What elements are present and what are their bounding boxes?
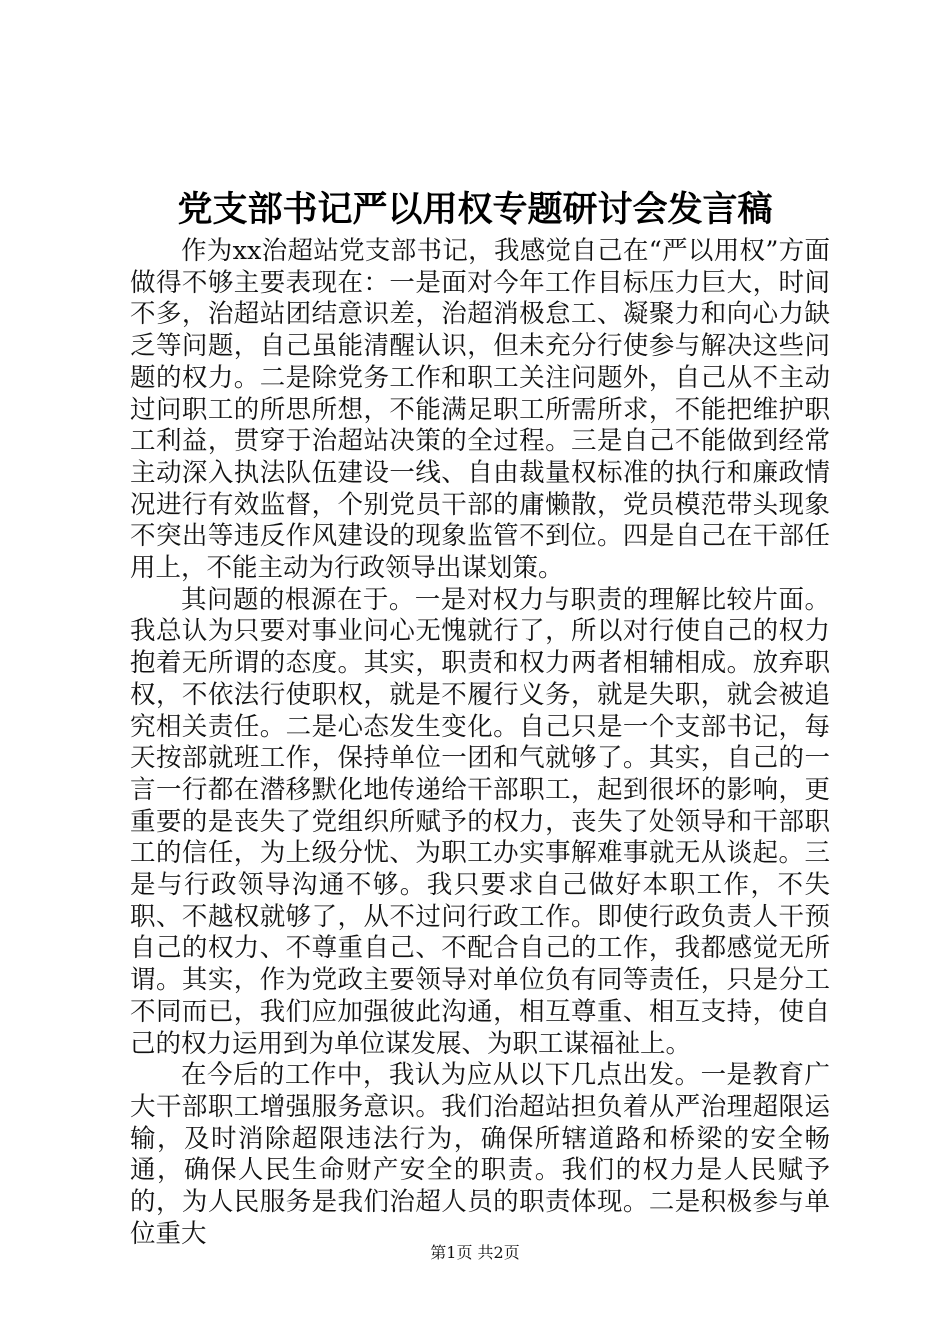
page-footer: 第1页 共2页 (430, 1243, 520, 1262)
paragraph-1: 作为xx治超站党支部书记，我感觉自己在“严以用权”方面做得不够主要表现在：一是面对今年工作目标压力巨大，时间不多，治超站团结意识差，治超消极怠工、凝聚力和向心力缺乏等问题，自己虽能清醒认识，但未充分行使参与解决这些问题的权力。二是除党务工作和职工关注问题外，自己从不主动过问职工的所思所想，不能满足职工所需所求，不能把维护职工利益，贯穿于治超站决策的全过程。三是自己不能做到经常主动深入执法队伍建设一线、自由裁量权标准的执行和廉政情况进行有效监督，个别党员干部的庸懒散，党员模范带头现象不突出等违反作风建设的现象监管不到位。四是自己在干部任用上，不能主动为行政领导出谋划策。 (130, 236, 830, 584)
paragraph-3: 在今后的工作中，我认为应从以下几点出发。一是教育广大干部职工增强服务意识。我们治超站担负着从严治理超限运输，及时消除超限违法行为，确保所辖道路和桥梁的安全畅通，确保人民生命财产安全的职责。我们的权力是人民赋予的，为人民服务是我们治超人员的职责体现。二是积极参与单位重大 (130, 1060, 830, 1249)
paragraph-2: 其问题的根源在于。一是对权力与职责的理解比较片面。我总认为只要对事业问心无愧就行了，所以对行使自己的权力抱着无所谓的态度。其实，职责和权力两者相辅相成。放弃职权，不依法行使职权，就是不履行义务，就是失职，就会被追究相关责任。二是心态发生变化。自己只是一个支部书记，每天按部就班工作，保持单位一团和气就够了。其实，自己的一言一行都在潜移默化地传递给干部职工，起到很坏的影响，更重要的是丧失了党组织所赋予的权力，丧失了处领导和干部职工的信任，为上级分忧、为职工办实事解难事就无从谈起。三是与行政领导沟通不够。我只要求自己做好本职工作，不失职、不越权就够了，从不过问行政工作。即使行政负责人干预自己的权力、不尊重自己、不配合自己的工作，我都感觉无所谓。其实，作为党政主要领导对单位负有同等责任，只是分工不同而已，我们应加强彼此沟通，相互尊重、相互支持，使自己的权力运用到为单位谋发展、为职工谋福祉上。 (130, 584, 830, 1059)
document-body (130, 236, 830, 1251)
document-title: 党支部书记严以用权专题研讨会发言稿 (177, 189, 773, 230)
